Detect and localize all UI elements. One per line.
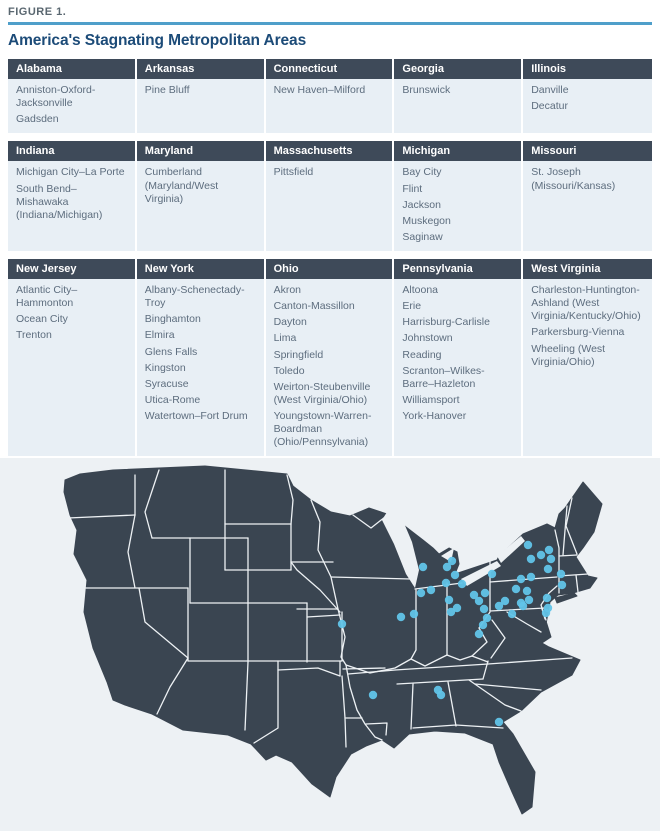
metro-item: Binghamton <box>144 313 201 326</box>
metro-dot <box>475 597 483 605</box>
state-header: Maryland <box>137 141 266 161</box>
state-column <box>8 259 137 456</box>
metro-item: Weirton-Steubenville (West Virginia/Ohio) <box>273 380 371 406</box>
metro-dot <box>523 587 531 595</box>
metro-item: Decatur <box>531 100 568 113</box>
metro-dot <box>417 589 425 597</box>
table-group <box>8 141 652 251</box>
metro-item: Pittsfield <box>273 166 314 179</box>
metro-item: Canton-Massillon <box>273 300 355 313</box>
metro-item: Pine Bluff <box>144 84 190 96</box>
metro-item: Dayton <box>273 316 307 329</box>
state-metro-list <box>266 79 395 133</box>
metro-dot <box>338 620 346 628</box>
metro-item: Springfield <box>273 348 324 361</box>
metro-dot <box>369 691 377 699</box>
state-column <box>523 259 652 456</box>
metro-item: Muskegon <box>402 214 451 227</box>
metro-dot <box>512 585 520 593</box>
metro-item: Trenton <box>16 329 52 342</box>
metro-dot <box>410 610 418 618</box>
state-column <box>266 141 395 251</box>
metro-dot <box>480 605 488 613</box>
state-column <box>394 59 523 133</box>
state-metro-list <box>137 79 266 133</box>
metro-dot <box>527 573 535 581</box>
metro-dot <box>508 610 516 618</box>
metro-dot <box>543 594 551 602</box>
metro-item: Williamsport <box>402 393 460 406</box>
state-metro-list <box>394 79 523 133</box>
page-title: America's Stagnating Metropolitan Areas <box>8 32 307 49</box>
metro-dot <box>479 621 487 629</box>
metro-dot <box>517 575 525 583</box>
state-header: Pennsylvania <box>394 259 523 279</box>
metro-item: Flint <box>402 182 423 195</box>
metro-item: Saginaw <box>402 230 443 243</box>
metro-dot <box>527 555 535 563</box>
metro-dot <box>545 546 553 554</box>
accent-rule <box>8 22 652 25</box>
metro-item: Youngstown-Warren-Boardman (Ohio/Pennsylvania) <box>273 410 372 449</box>
metro-dot <box>537 551 545 559</box>
metro-item: Harrisburg-Carlisle <box>402 316 490 329</box>
state-header: Missouri <box>523 141 652 161</box>
state-column <box>137 141 266 251</box>
metro-item: Danville <box>531 84 569 96</box>
state-header: New Jersey <box>8 259 137 279</box>
state-header: Illinois <box>523 59 652 79</box>
metro-table <box>8 59 652 456</box>
metro-dot <box>445 596 453 604</box>
metro-dot <box>547 555 555 563</box>
state-metro-list <box>137 161 266 251</box>
metro-dot <box>525 596 533 604</box>
metro-item: South Bend–Mishawaka (Indiana/Michigan) <box>16 182 103 221</box>
metro-dot <box>488 570 496 578</box>
state-header: Connecticut <box>266 59 395 79</box>
state-column <box>8 141 137 251</box>
metro-item: Elmira <box>144 329 175 342</box>
metro-item: Cumberland (Maryland/West Virginia) <box>144 166 219 205</box>
state-column <box>266 59 395 133</box>
state-metro-list <box>8 161 137 251</box>
metro-item: Watertown–Fort Drum <box>144 410 248 422</box>
metro-dot <box>442 579 450 587</box>
state-metro-list <box>8 279 137 456</box>
state-column <box>394 259 523 456</box>
metro-dot <box>481 589 489 597</box>
metro-item: Bay City <box>402 166 442 179</box>
state-metro-list <box>266 161 395 251</box>
metro-dot <box>495 602 503 610</box>
metro-dot <box>475 630 483 638</box>
state-header: West Virginia <box>523 259 652 279</box>
state-header: Georgia <box>394 59 523 79</box>
metro-dot <box>397 613 405 621</box>
metro-item: Parkersburg-Vienna <box>531 326 625 339</box>
metro-item: Ocean City <box>16 313 68 326</box>
metro-item: Reading <box>402 348 442 361</box>
metro-item: Altoona <box>402 284 439 296</box>
state-header: Ohio <box>266 259 395 279</box>
figure-label: FIGURE 1. <box>8 6 67 18</box>
state-column <box>523 141 652 251</box>
metro-item: Scranton–Wilkes-Barre–Hazleton <box>402 364 485 390</box>
state-header: Michigan <box>394 141 523 161</box>
metro-item: New Haven–Milford <box>273 84 366 96</box>
state-metro-list <box>394 161 523 251</box>
metro-item: Toledo <box>273 364 305 377</box>
state-column <box>523 59 652 133</box>
state-header: Alabama <box>8 59 137 79</box>
figure-header <box>8 6 652 50</box>
metro-item: Kingston <box>144 361 186 374</box>
metro-dot <box>495 718 503 726</box>
metro-item: Utica-Rome <box>144 393 201 406</box>
metro-dot <box>419 563 427 571</box>
metro-dot <box>427 586 435 594</box>
metro-dot <box>544 565 552 573</box>
metro-item: Brunswick <box>402 84 451 96</box>
state-column <box>394 141 523 251</box>
metro-dot <box>542 609 550 617</box>
metro-item: Johnstown <box>402 332 453 345</box>
us-map <box>35 462 625 829</box>
metro-item: Glens Falls <box>144 345 198 358</box>
state-column <box>266 259 395 456</box>
metro-dot <box>447 608 455 616</box>
metro-item: York-Hanover <box>402 410 467 422</box>
us-landmass <box>64 466 602 814</box>
table-group <box>8 259 652 456</box>
metro-item: Akron <box>273 284 302 296</box>
metro-item: Erie <box>402 300 422 313</box>
metro-dot <box>451 571 459 579</box>
metro-item: Gadsden <box>16 113 59 126</box>
table-group <box>8 59 652 133</box>
metro-dot <box>524 541 532 549</box>
state-header: Indiana <box>8 141 137 161</box>
metro-dot <box>558 581 566 589</box>
metro-item: Anniston-Oxford-Jacksonville <box>16 84 96 110</box>
metro-dot <box>458 580 466 588</box>
state-metro-list <box>8 79 137 133</box>
metro-dot <box>443 563 451 571</box>
state-column <box>137 59 266 133</box>
state-metro-list <box>394 279 523 456</box>
state-column <box>137 259 266 456</box>
metro-dot <box>557 570 565 578</box>
state-metro-list <box>523 279 652 456</box>
metro-item: Albany-Schenectady-Troy <box>144 284 245 310</box>
metro-item: Wheeling (West Virginia/Ohio) <box>531 342 606 368</box>
metro-dot <box>519 602 527 610</box>
state-metro-list <box>137 279 266 456</box>
metro-dot <box>437 691 445 699</box>
state-header: Arkansas <box>137 59 266 79</box>
state-metro-list <box>523 161 652 251</box>
metro-item: Charleston-Huntington-Ashland (West Virginia/Kentucky/Ohio) <box>531 284 641 323</box>
metro-item: Syracuse <box>144 377 189 390</box>
metro-item: Jackson <box>402 198 441 211</box>
state-column <box>8 59 137 133</box>
metro-item: St. Joseph (Missouri/Kansas) <box>531 166 616 192</box>
metro-item: Lima <box>273 332 297 345</box>
state-header: New York <box>137 259 266 279</box>
state-header: Massachusetts <box>266 141 395 161</box>
state-metro-list <box>266 279 395 456</box>
metro-item: Atlantic City–Hammonton <box>16 284 78 310</box>
metro-item: Michigan City–La Porte <box>16 166 125 179</box>
state-metro-list <box>523 79 652 133</box>
